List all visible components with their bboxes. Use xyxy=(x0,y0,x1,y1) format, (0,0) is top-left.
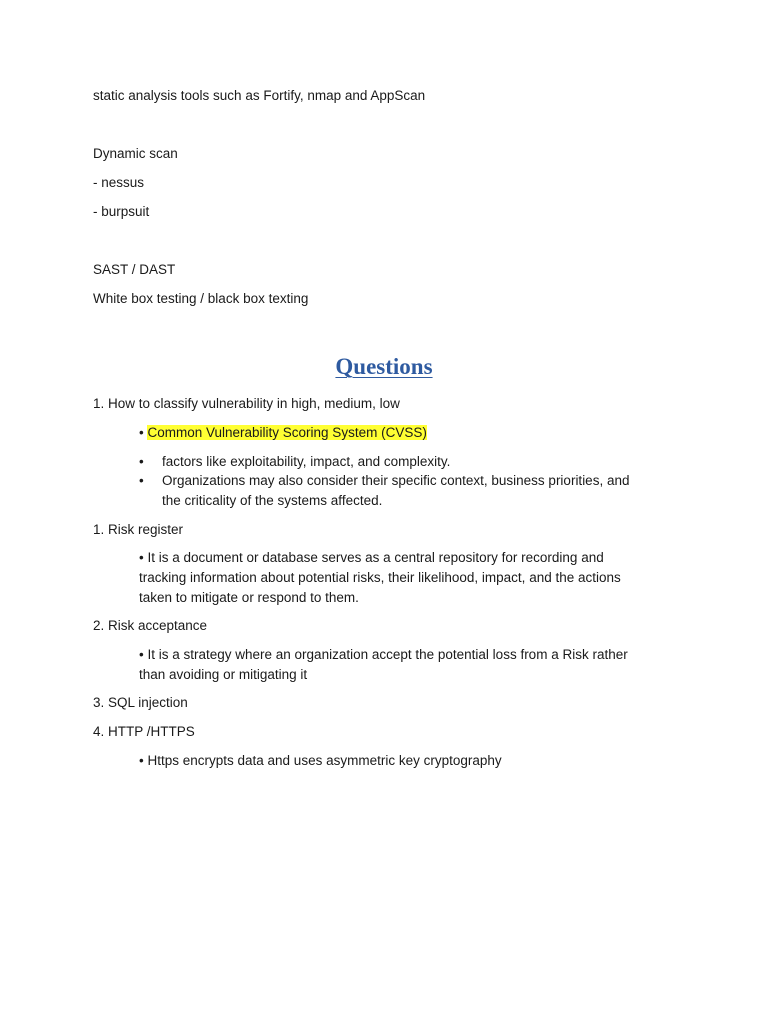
notes-dynamic-heading: Dynamic scan xyxy=(93,146,178,161)
cvss-highlight: Common Vulnerability Scoring System (CVSS) xyxy=(147,425,427,440)
notes-box-testing: White box testing / black box texting xyxy=(93,291,309,306)
notes-sast-dast: SAST / DAST xyxy=(93,262,176,277)
list-item-text: the criticality of the systems affected. xyxy=(162,493,383,508)
list-item-text: factors like exploitability, impact, and complexity. xyxy=(162,454,451,469)
list-item xyxy=(0,452,768,472)
bullet-marker: • xyxy=(139,473,144,488)
bullet-text: • Https encrypts data and uses asymmetric key cryptography xyxy=(139,753,502,768)
bullet-marker: • xyxy=(139,425,148,440)
bullet-text: • It is a strategy where an organization accept the potential loss from a Risk rather xyxy=(139,647,628,662)
question-label: 1. How to classify vulnerability in high, medium, low xyxy=(93,396,400,411)
bullet-text: than avoiding or mitigating it xyxy=(139,667,308,682)
list-item-text: Organizations may also consider their specific context, business priorities, and xyxy=(162,473,630,488)
list-item xyxy=(0,471,768,511)
question-label: 1. Risk register xyxy=(93,522,184,537)
bullet-text: tracking information about potential risks, their likelihood, impact, and the actions xyxy=(139,570,621,585)
notes-dynamic-item: - burpsuit xyxy=(93,204,150,219)
questions-title xyxy=(0,352,768,382)
notes-dynamic-item: - nessus xyxy=(93,175,145,190)
question-label: 4. HTTP /HTTPS xyxy=(93,724,195,739)
question-label: 3. SQL injection xyxy=(93,695,188,710)
notes-static-analysis: static analysis tools such as Fortify, nmap and AppScan xyxy=(93,88,426,103)
question-label: 2. Risk acceptance xyxy=(93,618,208,633)
bullet-text: • It is a document or database serves as a central repository for recording and xyxy=(139,550,604,565)
highlighted-bullet xyxy=(139,423,427,443)
questions-title-text: Questions xyxy=(335,354,433,379)
bullet-text: taken to mitigate or respond to them. xyxy=(139,590,359,605)
bullet-marker: • xyxy=(139,454,144,469)
